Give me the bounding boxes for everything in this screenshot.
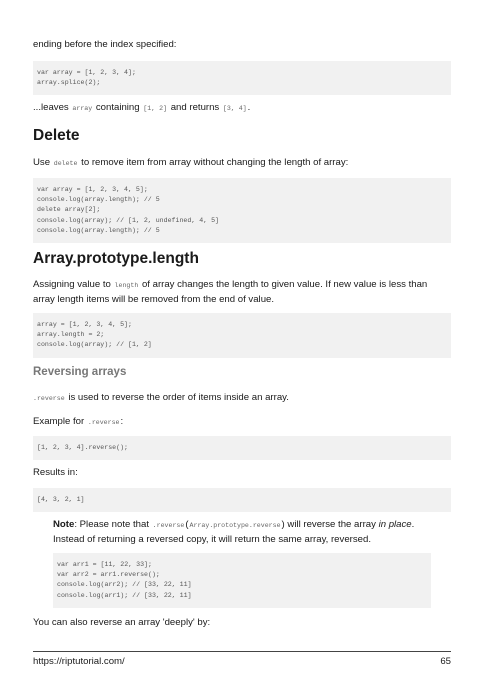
splice-result-text bbox=[33, 101, 250, 116]
note-label: Note bbox=[53, 519, 75, 530]
splice-code-block: var array = [1, 2, 3, 4]; array.splice(2); bbox=[33, 61, 451, 95]
footer-divider bbox=[33, 651, 451, 652]
text-span: ) will reverse the array bbox=[281, 519, 379, 530]
text-span: ( bbox=[185, 519, 189, 530]
inline-code: array bbox=[72, 105, 93, 112]
text-span: Use bbox=[33, 157, 53, 168]
text-span: ...leaves bbox=[33, 102, 72, 113]
page-number: 65 bbox=[440, 656, 451, 667]
text-span: Assigning value to bbox=[33, 279, 114, 290]
length-code-block: array = [1, 2, 3, 4, 5]; array.length = 2; console.log(array); // [1, 2] bbox=[33, 313, 451, 358]
inline-code: length bbox=[114, 282, 139, 289]
heading-delete: Delete bbox=[33, 127, 80, 144]
text-span: : bbox=[120, 416, 124, 427]
text-span: . bbox=[247, 102, 251, 113]
inline-code: delete bbox=[53, 160, 78, 167]
note-text bbox=[53, 518, 414, 547]
inline-code: .reverse bbox=[152, 522, 185, 529]
text-span: containing bbox=[93, 102, 143, 113]
delete-code-block: var array = [1, 2, 3, 4, 5]; console.log(array.length); // 5 delete array[2]; console.log(array); // [1, 2, undefined, 4, 5] console.log(array.length); // 5 bbox=[33, 178, 451, 243]
example-label bbox=[33, 415, 123, 430]
footer-url[interactable]: https://riptutorial.com/ bbox=[33, 656, 125, 667]
inline-code: .reverse bbox=[33, 395, 65, 402]
results-label: Results in: bbox=[33, 467, 78, 478]
inline-code: Array.prototype.reverse bbox=[189, 522, 281, 529]
inline-code: .reverse bbox=[87, 419, 120, 426]
deep-reverse-text: You can also reverse an array 'deeply' by: bbox=[33, 617, 211, 628]
delete-description bbox=[33, 156, 348, 171]
text-span: Instead of returning a reversed copy, it will return the same array, reversed. bbox=[53, 534, 371, 545]
length-description bbox=[33, 278, 427, 307]
heading-array-length: Array.prototype.length bbox=[33, 250, 199, 267]
text-span: and returns bbox=[168, 102, 222, 113]
text-span: . bbox=[411, 519, 415, 530]
example-code-block: [1, 2, 3, 4].reverse(); bbox=[33, 436, 451, 460]
results-code-block: [4, 3, 2, 1] bbox=[33, 488, 451, 512]
text-span: to remove item from array without changing the length of array: bbox=[78, 157, 349, 168]
heading-reversing-arrays: Reversing arrays bbox=[33, 366, 127, 378]
text-span: is used to reverse the order of items inside an array. bbox=[65, 392, 289, 403]
text-span: array length items will be removed from the end of value. bbox=[33, 294, 275, 305]
intro-text: ending before the index specified: bbox=[33, 39, 177, 50]
emphasis-text: in place bbox=[378, 519, 412, 530]
reverse-description bbox=[33, 391, 289, 406]
note-code-block: var arr1 = [11, 22, 33]; var arr2 = arr1.reverse(); console.log(arr2); // [33, 22, 11] console.log(arr1); // [33, 22, 11] bbox=[53, 553, 431, 608]
text-span: Example for bbox=[33, 416, 87, 427]
inline-code: [1, 2] bbox=[143, 105, 168, 112]
text-span: of array changes the length to given value. If new value is less than bbox=[139, 279, 428, 290]
inline-code: [3, 4] bbox=[222, 105, 247, 112]
text-span: : Please note that bbox=[74, 519, 152, 530]
